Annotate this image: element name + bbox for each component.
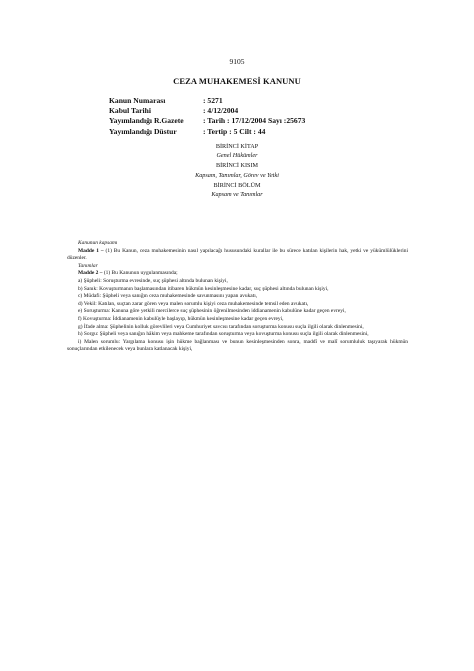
- law-metadata: [109, 96, 305, 137]
- meta-key: Yayımlandığı R.Gazete: [109, 116, 184, 126]
- meta-key: Kabul Tarihi: [109, 106, 151, 116]
- article-caption: Tanımlar: [78, 262, 98, 269]
- meta-value: : 4/12/2004: [203, 106, 239, 116]
- article-text: (1) Bu Kanun, ceza muhakemesinin nasıl yapılacağı hususundaki kurallar ile bu sürece katılan kişilerin hak, yetki ve yükümlülüklerini düzenler.: [67, 247, 408, 262]
- article-1: [67, 248, 408, 263]
- article-label: Madde 2 –: [78, 270, 103, 277]
- meta-row-law-number: [109, 96, 305, 106]
- article-text: (1) Bu Kanunun uygulanmasında;: [102, 270, 178, 277]
- definition-item: b) Sanık: Kovuşturmanın başlamasından itibaren hükmün kesinleşmesine kadar, suç şüphesi altında bulunan kişiyi,: [78, 285, 329, 292]
- article-caption: Kanunun kapsamı: [78, 240, 118, 246]
- meta-value: : Tarih : 17/12/2004 Sayı :25673: [203, 116, 306, 126]
- meta-row-official-gazette: [109, 116, 305, 126]
- article-label: Madde 1 –: [78, 247, 104, 254]
- definition-item: d) Vekil: Katılan, suçtan zarar gören veya malen sorumlu kişiyi ceza muhakemesinde temsil eden avukatı,: [78, 300, 309, 307]
- heading-book: BİRİNCİ KİTAP: [215, 143, 259, 150]
- meta-value: : 5271: [203, 96, 223, 105]
- heading-part: BİRİNCİ KISIM: [215, 162, 259, 169]
- meta-row-dustur: [109, 127, 305, 137]
- law-title: CEZA MUHAKEMESİ KANUNU: [173, 76, 301, 86]
- heading-chapter: BİRİNCİ BÖLÜM: [213, 182, 261, 189]
- document-body: [67, 240, 408, 354]
- definition-item: i) Malen sorumlu: Yargılama konusu işin hükme bağlanması ve bunun kesinleşmesinden sonra, maddî ve malî sorumluluk taşıyarak hükmün sonuçlarından etkilenecek veya bunlara katlanacak kişiyi,: [67, 338, 408, 353]
- heading-general-provisions: Genel Hükümler: [216, 152, 258, 159]
- definition-item: g) İfade alma: Şüphelinin kolluk görevlileri veya Cumhuriyet savcısı tarafından soruşturma konusu suçla ilgili olarak dinlenmesini,: [78, 323, 364, 330]
- page-number: 9105: [229, 57, 245, 66]
- definition-item: c) Müdafi: Şüpheli veya sanığın ceza muhakemesinde savunmasını yapan avukatı,: [78, 293, 258, 300]
- article-2: [67, 270, 408, 278]
- definition-item: f) Kovuşturma: İddianamenin kabulüyle başlayıp, hükmün kesinleşmesine kadar geçen evreyi,: [78, 315, 284, 322]
- heading-scope-definitions: Kapsam ve Tanımlar: [211, 191, 263, 198]
- meta-row-acceptance-date: [109, 106, 305, 116]
- definition-item: e) Soruşturma: Kanuna göre yetkili mercilerce suç şüphesinin öğrenilmesinden iddianamenin kabulüne kadar geçen evreyi,: [78, 308, 346, 315]
- meta-value: : Tertip : 5 Cilt : 44: [203, 126, 266, 136]
- definition-item: h) Sorgu: Şüpheli veya sanığın hâkim veya mahkeme tarafından soruşturma veya kovuşturma konusu suçla ilgili olarak dinlenmesini,: [78, 331, 369, 338]
- meta-key: Yayımlandığı Düstur: [109, 126, 177, 136]
- heading-scope-duty: Kapsam, Tanımlar, Görev ve Yetki: [195, 172, 279, 179]
- definition-item: a) Şüpheli: Soruşturma evresinde, suç şüphesi altında bulunan kişiyi,: [78, 277, 228, 284]
- meta-key: Kanun Numarası: [109, 96, 166, 105]
